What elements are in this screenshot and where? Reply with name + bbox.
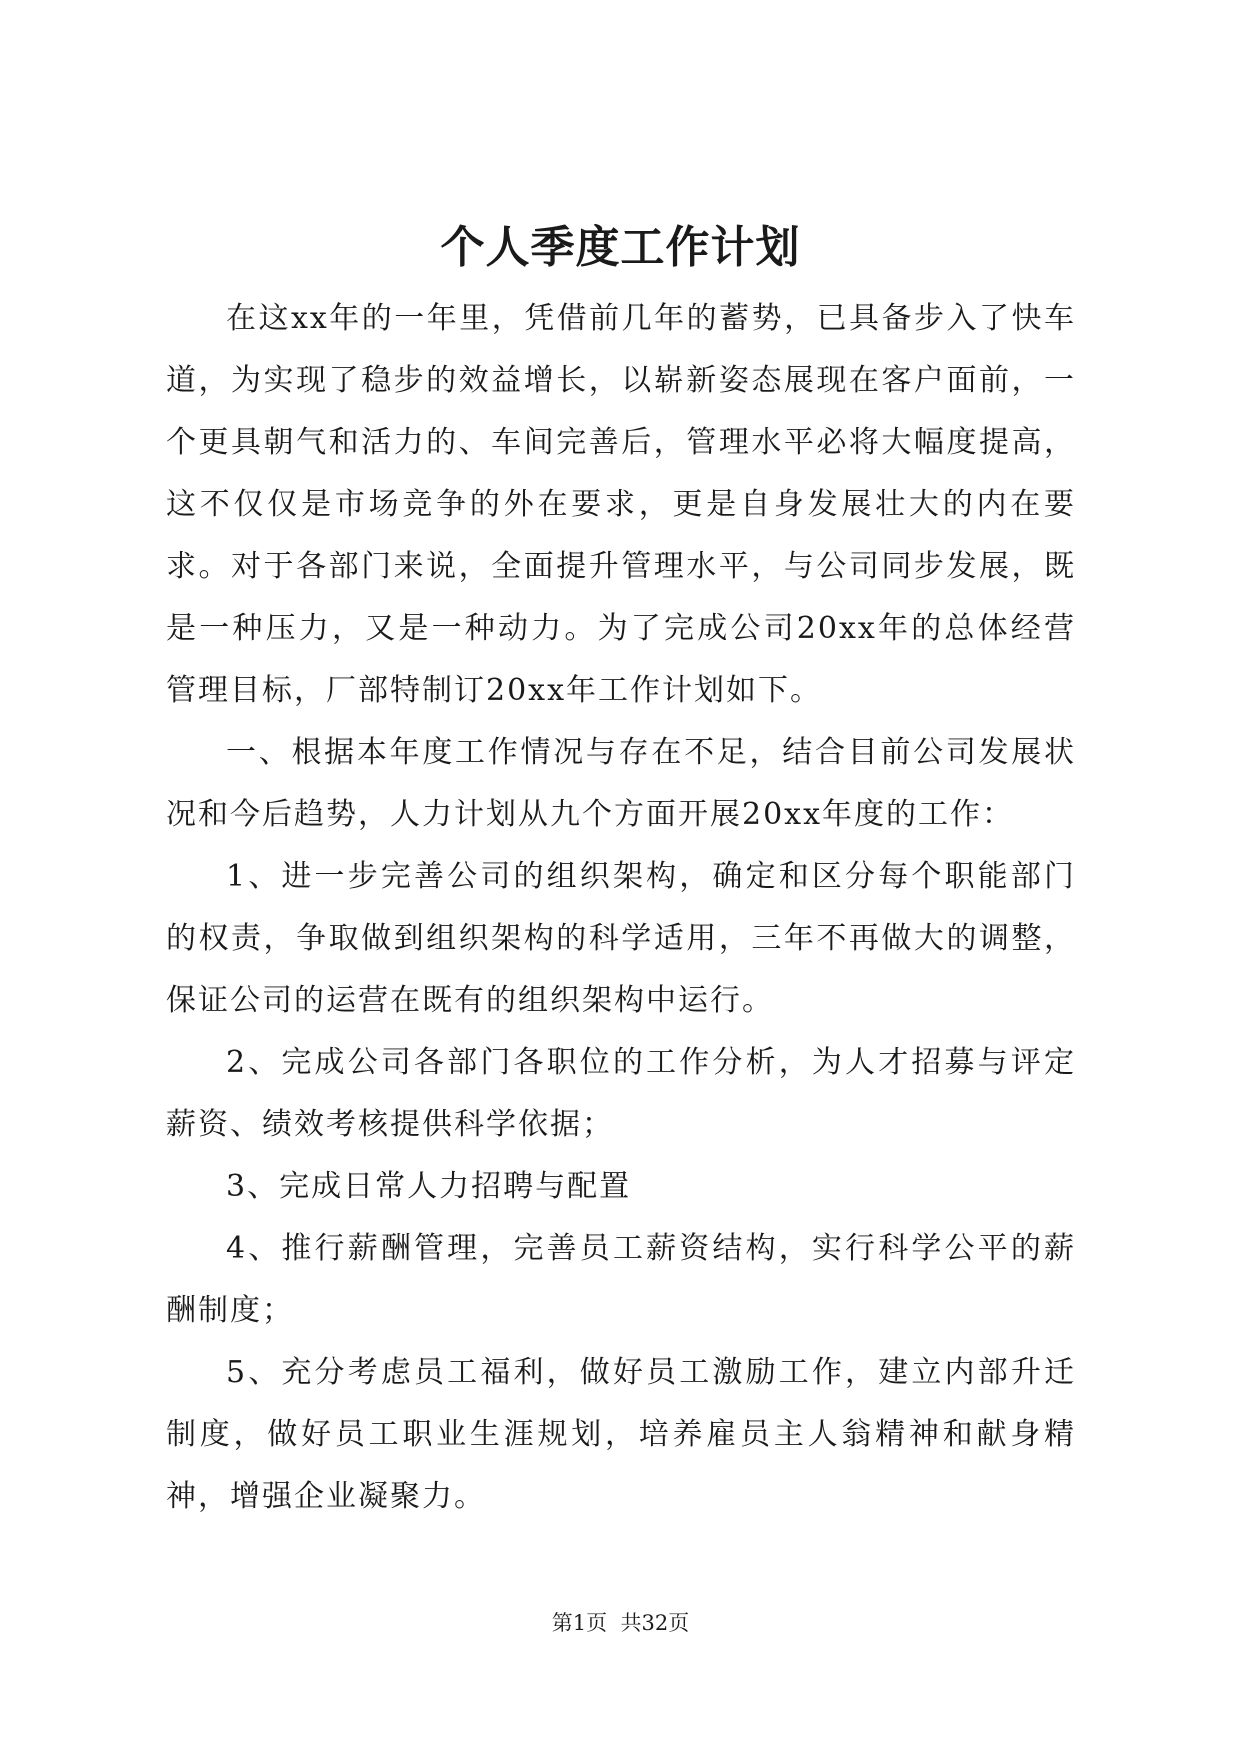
paragraph-item-4: 4、推行薪酬管理，完善员工薪资结构，实行科学公平的薪酬制度； <box>166 1231 1076 1328</box>
page-footer <box>0 1608 1241 1638</box>
document-title: 个人季度工作计划 <box>440 222 801 273</box>
paragraph-item-3: 3、完成日常人力招聘与配置 <box>226 1169 632 1204</box>
paragraph-item-5: 5、充分考虑员工福利，做好员工激励工作，建立内部升迁制度，做好员工职业生涯规划，培养雇员主人翁精神和献身精神，增强企业凝聚力。 <box>166 1355 1076 1514</box>
paragraph-intro: 在这xx年的一年里，凭借前几年的蓄势，已具备步入了快车道，为实现了稳步的效益增长，以崭新姿态展现在客户面前，一个更具朝气和活力的、车间完善后，管理水平必将大幅度提高，这不仅仅是市场竞争的外在要求，更是自身发展壮大的内在要求。对于各部门来说，全面提升管理水平，与公司同步发展，既是一种压力，又是一种动力。为了完成公司20xx年的总体经营管理目标，厂部特制订20xx年工作计划如下。 <box>166 301 1076 708</box>
page-total: 共32页 <box>620 1611 690 1635</box>
paragraph-item-1: 1、进一步完善公司的组织架构，确定和区分每个职能部门的权责，争取做到组织架构的科学适用，三年不再做大的调整，保证公司的运营在既有的组织架构中运行。 <box>166 859 1076 1018</box>
document-body <box>166 288 1076 1528</box>
page-number: 第1页 <box>551 1611 608 1635</box>
paragraph-section-one: 一、根据本年度工作情况与存在不足，结合目前公司发展状况和今后趋势，人力计划从九个方面开展20xx年度的工作： <box>166 735 1076 832</box>
paragraph-item-2: 2、完成公司各部门各职位的工作分析，为人才招募与评定薪资、绩效考核提供科学依据； <box>166 1045 1076 1142</box>
